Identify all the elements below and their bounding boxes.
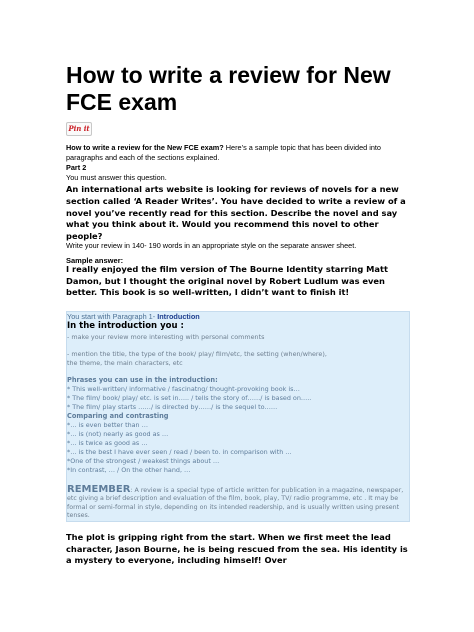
comparing-heading: Comparing and contrasting	[67, 412, 169, 420]
introduction-tips-box	[66, 311, 410, 522]
remember-note	[67, 486, 407, 521]
sample-answer-text: I really enjoyed the film version of The Bourne Identity starring Matt Damon, but I thought the original novel by Robert Ludlum was even better. This book is so well-written, I didn’t want to finish it!	[66, 264, 388, 297]
intro-paragraph	[66, 143, 410, 183]
phrase-item: * The film/ play starts ……/ is directed by……/ is the sequel to……	[67, 403, 278, 411]
page-title: How to write a review for New FCE exam	[66, 62, 391, 115]
compare-item: *One of the strongest / weakest things about …	[67, 457, 220, 465]
compare-item: *In contrast, … / On the other hand, …	[67, 466, 191, 474]
phrase-item: * The film/ book/ play/ etc. is set in….. / tells the story of……/ is based on…..	[67, 394, 312, 402]
compare-item: *… is (not) nearly as good as …	[67, 430, 169, 438]
tip-bullet-1: - make your review more interesting with personal comments	[67, 333, 265, 341]
phrase-item: * This well-written/ informative / fascinatng/ thought-provoking book is…	[67, 385, 300, 393]
part-label: Part 2	[66, 163, 87, 172]
write-instruction: Write your review in 140- 190 words in an appropriate style on the separate answer sheet.	[66, 241, 357, 250]
intro-lead: How to write a review for the New FCE exam?	[66, 143, 224, 152]
compare-item: *… is the best I have ever seen / read / been to. in comparison with …	[67, 448, 292, 456]
in-intro-heading: In the introduction you :	[67, 321, 184, 331]
start-prefix: You start with Paragraph 1-	[67, 312, 158, 321]
task-text: An international arts website is looking for reviews of novels for a new section called ‘A Reader Writes’. You have decided to write a review of a novel you’ve recently read for this section. Describe the novel and say what you think about it. Would you recommend this novel to other people?	[66, 184, 406, 242]
compare-item: *… is even better than …	[67, 421, 149, 429]
sample-answer-label: Sample answer:	[66, 256, 124, 265]
compare-item: *… is twice as good as …	[67, 439, 148, 447]
plot-paragraph: The plot is gripping right from the start. When we first meet the lead character, Jason Bourne, he is being rescued from the sea. His identity is a mystery to everyone, including himself! Over	[66, 532, 408, 566]
introduction-link[interactable]: Introduction	[157, 312, 200, 321]
tip-bullet-2b: the theme, the main characters, etc	[67, 359, 183, 367]
must-answer: You must answer this question.	[66, 173, 167, 182]
tip-bullet-2a: - mention the title, the type of the book/ play/ film/etc, the setting (when/where),	[67, 350, 327, 358]
pin-it-button[interactable]: Pin it	[66, 122, 92, 136]
remember-word: REMEMBER	[67, 484, 131, 495]
remember-text: : A review is a special type of article written for publication in a magazine, newspaper, etc giving a brief description and evaluation of the film, book, play, TV/ radio programme, etc . It may be formal or semi-formal in style, depending on its intended readership, and is usually written using present tenses.	[67, 487, 404, 520]
intro-rest: Here’s a sample topic that has been divided into paragraphs and each of the sections explained.	[66, 143, 381, 162]
phrases-heading: Phrases you can use in the introduction:	[67, 376, 218, 384]
paragraph-start-line	[67, 312, 200, 321]
